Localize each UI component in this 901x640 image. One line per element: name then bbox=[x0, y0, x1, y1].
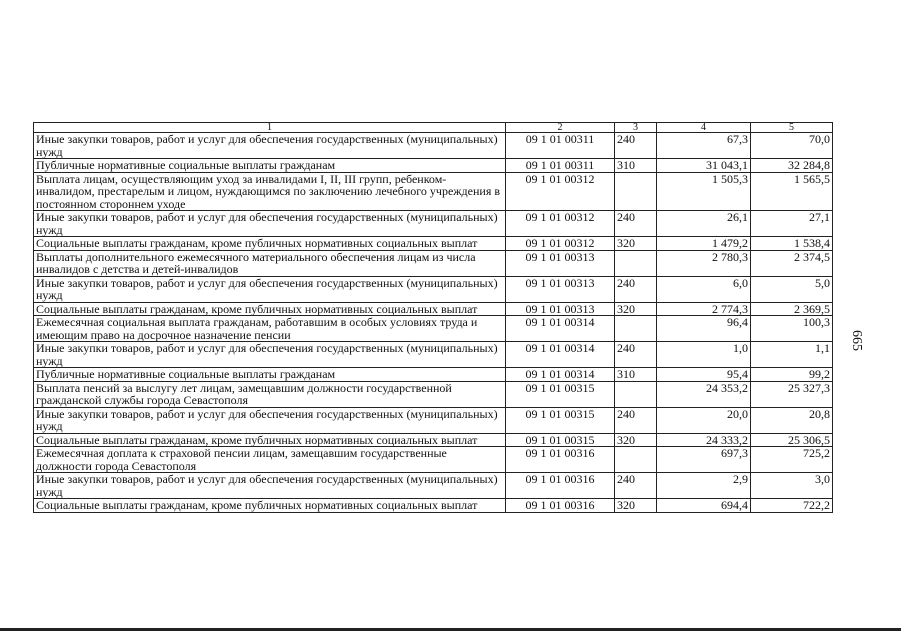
row-amount-year-2: 3,0 bbox=[751, 473, 833, 499]
row-expense-type: 240 bbox=[615, 276, 657, 302]
row-amount-year-1: 697,3 bbox=[657, 447, 751, 473]
row-target-code: 09 1 01 00313 bbox=[506, 276, 615, 302]
row-amount-year-1: 24 353,2 bbox=[657, 381, 751, 407]
row-amount-year-2: 722,2 bbox=[751, 499, 833, 513]
row-description: Ежемесячная доплата к страховой пенсии лицам, замещавшим государственные должности города Севастополя bbox=[34, 447, 506, 473]
row-amount-year-1: 6,0 bbox=[657, 276, 751, 302]
row-target-code: 09 1 01 00312 bbox=[506, 172, 615, 211]
row-amount-year-1: 31 043,1 bbox=[657, 159, 751, 173]
table-row bbox=[34, 302, 833, 316]
row-amount-year-1: 1,0 bbox=[657, 342, 751, 368]
row-target-code: 09 1 01 00314 bbox=[506, 368, 615, 382]
row-description: Иные закупки товаров, работ и услуг для обеспечения государственных (муниципальных) нужд bbox=[34, 133, 506, 159]
row-target-code: 09 1 01 00311 bbox=[506, 133, 615, 159]
row-expense-type bbox=[615, 447, 657, 473]
row-target-code: 09 1 01 00312 bbox=[506, 237, 615, 251]
row-amount-year-2: 25 327,3 bbox=[751, 381, 833, 407]
table-row bbox=[34, 499, 833, 513]
row-description: Публичные нормативные социальные выплаты гражданам bbox=[34, 159, 506, 173]
row-expense-type bbox=[615, 316, 657, 342]
row-target-code: 09 1 01 00312 bbox=[506, 211, 615, 237]
table-row bbox=[34, 473, 833, 499]
row-description: Социальные выплаты гражданам, кроме публичных нормативных социальных выплат bbox=[34, 499, 506, 513]
row-target-code: 09 1 01 00315 bbox=[506, 407, 615, 433]
header-col-1: 1 bbox=[34, 123, 506, 133]
table-row bbox=[34, 381, 833, 407]
row-target-code: 09 1 01 00311 bbox=[506, 159, 615, 173]
row-target-code: 09 1 01 00313 bbox=[506, 302, 615, 316]
row-expense-type: 310 bbox=[615, 159, 657, 173]
table-row bbox=[34, 447, 833, 473]
row-target-code: 09 1 01 00314 bbox=[506, 342, 615, 368]
table-row bbox=[34, 250, 833, 276]
row-amount-year-2: 2 374,5 bbox=[751, 250, 833, 276]
row-expense-type: 320 bbox=[615, 499, 657, 513]
row-amount-year-2: 100,3 bbox=[751, 316, 833, 342]
row-amount-year-2: 25 306,5 bbox=[751, 433, 833, 447]
table-row bbox=[34, 276, 833, 302]
row-amount-year-2: 32 284,8 bbox=[751, 159, 833, 173]
row-target-code: 09 1 01 00316 bbox=[506, 473, 615, 499]
table-row bbox=[34, 433, 833, 447]
row-amount-year-1: 1 479,2 bbox=[657, 237, 751, 251]
row-amount-year-2: 99,2 bbox=[751, 368, 833, 382]
row-target-code: 09 1 01 00316 bbox=[506, 499, 615, 513]
header-col-4: 4 bbox=[657, 123, 751, 133]
row-amount-year-2: 1,1 bbox=[751, 342, 833, 368]
budget-table-body bbox=[34, 123, 833, 513]
row-amount-year-2: 70,0 bbox=[751, 133, 833, 159]
row-amount-year-1: 20,0 bbox=[657, 407, 751, 433]
row-expense-type: 310 bbox=[615, 368, 657, 382]
table-row bbox=[34, 407, 833, 433]
row-amount-year-1: 2,9 bbox=[657, 473, 751, 499]
row-description: Публичные нормативные социальные выплаты гражданам bbox=[34, 368, 506, 382]
header-row bbox=[34, 123, 833, 133]
row-description: Выплата пенсий за выслугу лет лицам, замещавшим должности государственной гражданской службы города Севастополя bbox=[34, 381, 506, 407]
row-amount-year-1: 694,4 bbox=[657, 499, 751, 513]
header-col-3: 3 bbox=[615, 123, 657, 133]
row-description: Иные закупки товаров, работ и услуг для обеспечения государственных (муниципальных) нужд bbox=[34, 276, 506, 302]
row-expense-type: 320 bbox=[615, 433, 657, 447]
row-description: Социальные выплаты гражданам, кроме публичных нормативных социальных выплат bbox=[34, 237, 506, 251]
row-expense-type: 320 bbox=[615, 237, 657, 251]
row-amount-year-2: 1 565,5 bbox=[751, 172, 833, 211]
page-bottom-edge bbox=[0, 628, 901, 631]
table-row bbox=[34, 368, 833, 382]
row-description: Выплаты дополнительного ежемесячного материального обеспечения лицам из числа инвалидов с детства и детей-инвалидов bbox=[34, 250, 506, 276]
row-expense-type: 240 bbox=[615, 211, 657, 237]
row-description: Иные закупки товаров, работ и услуг для обеспечения государственных (муниципальных) нужд bbox=[34, 342, 506, 368]
table-row bbox=[34, 316, 833, 342]
row-target-code: 09 1 01 00313 bbox=[506, 250, 615, 276]
table-row bbox=[34, 133, 833, 159]
row-description: Ежемесячная социальная выплата гражданам, работавшим в особых условиях труда и имеющим право на досрочное назначение пенсии bbox=[34, 316, 506, 342]
row-description: Иные закупки товаров, работ и услуг для обеспечения государственных (муниципальных) нужд bbox=[34, 473, 506, 499]
row-expense-type bbox=[615, 381, 657, 407]
row-expense-type: 240 bbox=[615, 407, 657, 433]
table-row bbox=[34, 211, 833, 237]
row-amount-year-1: 96,4 bbox=[657, 316, 751, 342]
row-target-code: 09 1 01 00315 bbox=[506, 381, 615, 407]
row-expense-type bbox=[615, 172, 657, 211]
row-expense-type: 320 bbox=[615, 302, 657, 316]
row-amount-year-2: 725,2 bbox=[751, 447, 833, 473]
row-description: Иные закупки товаров, работ и услуг для обеспечения государственных (муниципальных) нужд bbox=[34, 211, 506, 237]
table-row bbox=[34, 159, 833, 173]
row-amount-year-1: 26,1 bbox=[657, 211, 751, 237]
row-amount-year-1: 2 774,3 bbox=[657, 302, 751, 316]
row-amount-year-2: 2 369,5 bbox=[751, 302, 833, 316]
row-target-code: 09 1 01 00315 bbox=[506, 433, 615, 447]
page-number: 665 bbox=[849, 330, 864, 351]
row-amount-year-2: 1 538,4 bbox=[751, 237, 833, 251]
row-amount-year-1: 1 505,3 bbox=[657, 172, 751, 211]
table-row bbox=[34, 172, 833, 211]
row-target-code: 09 1 01 00314 bbox=[506, 316, 615, 342]
row-expense-type: 240 bbox=[615, 473, 657, 499]
row-amount-year-2: 20,8 bbox=[751, 407, 833, 433]
row-description: Социальные выплаты гражданам, кроме публичных нормативных социальных выплат bbox=[34, 302, 506, 316]
row-description: Социальные выплаты гражданам, кроме публичных нормативных социальных выплат bbox=[34, 433, 506, 447]
table-row bbox=[34, 342, 833, 368]
row-target-code: 09 1 01 00316 bbox=[506, 447, 615, 473]
row-amount-year-1: 2 780,3 bbox=[657, 250, 751, 276]
header-col-5: 5 bbox=[751, 123, 833, 133]
row-expense-type bbox=[615, 250, 657, 276]
row-amount-year-1: 95,4 bbox=[657, 368, 751, 382]
row-expense-type: 240 bbox=[615, 342, 657, 368]
row-expense-type: 240 bbox=[615, 133, 657, 159]
row-description: Иные закупки товаров, работ и услуг для обеспечения государственных (муниципальных) нужд bbox=[34, 407, 506, 433]
row-description: Выплата лицам, осуществляющим уход за инвалидами I, II, III групп, ребенком-инвалидом, престарелым и лицом, нуждающимся по заключению лечебного учреждения в постоянном стороннем уходе bbox=[34, 172, 506, 211]
budget-table bbox=[33, 122, 833, 513]
row-amount-year-1: 24 333,2 bbox=[657, 433, 751, 447]
header-col-2: 2 bbox=[506, 123, 615, 133]
row-amount-year-2: 5,0 bbox=[751, 276, 833, 302]
row-amount-year-1: 67,3 bbox=[657, 133, 751, 159]
row-amount-year-2: 27,1 bbox=[751, 211, 833, 237]
table-row bbox=[34, 237, 833, 251]
